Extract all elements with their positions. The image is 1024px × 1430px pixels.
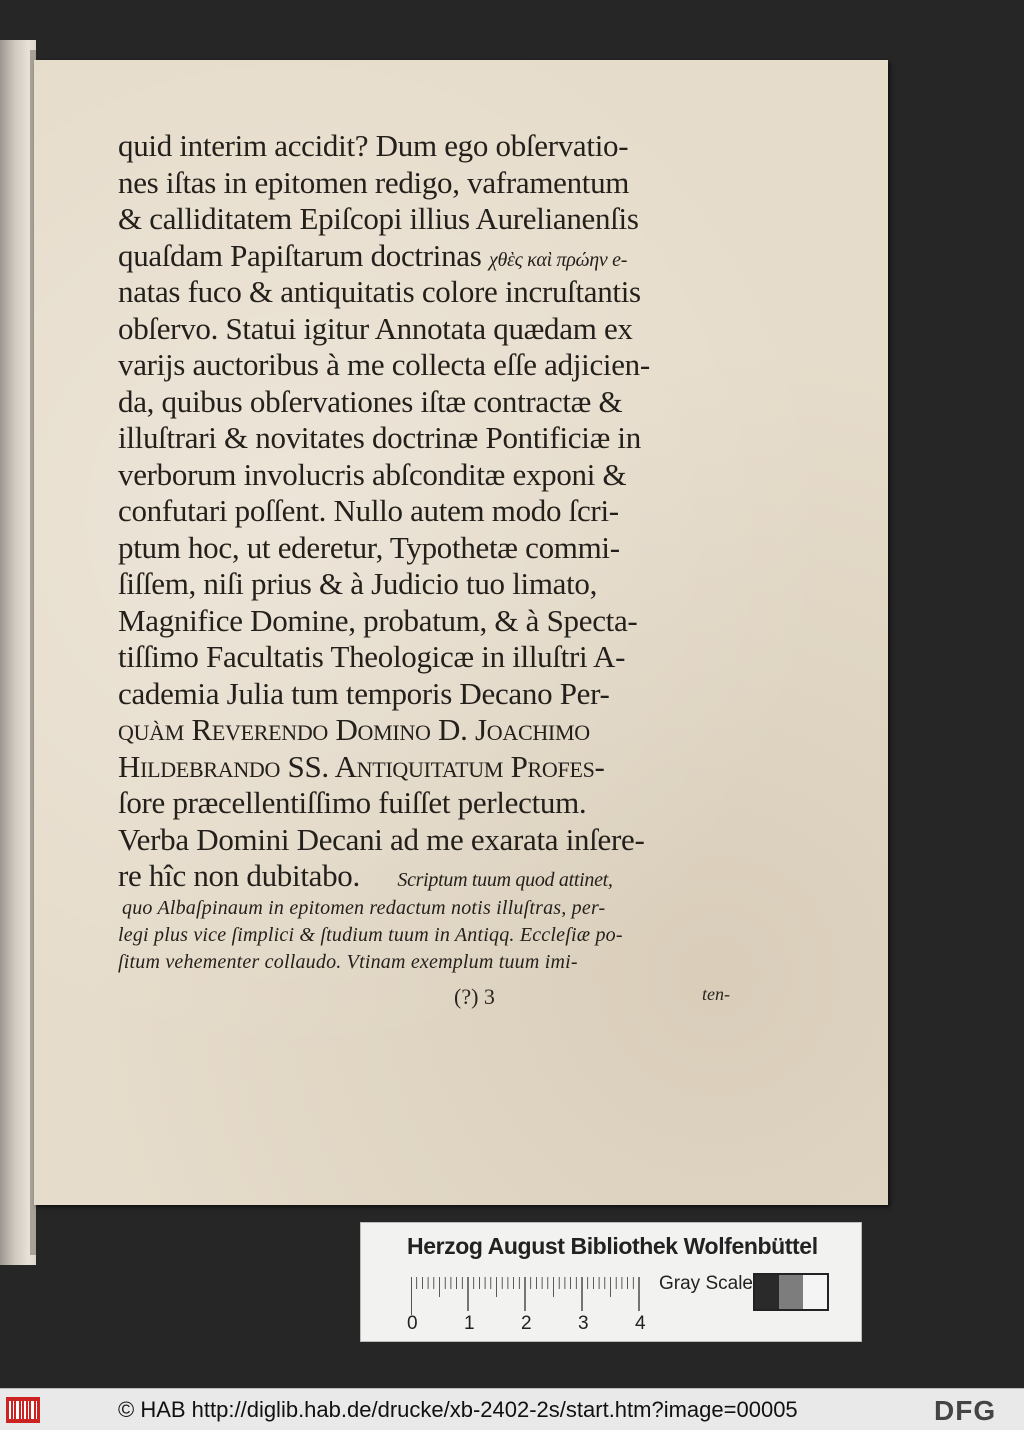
swatch-dark	[755, 1275, 779, 1309]
text-line-6: obſervo. Statui igitur Annotata quædam ex	[118, 310, 633, 346]
text-line-1: quid interim accidit? Dum ego obſervatio-	[118, 128, 629, 163]
text-line-14: Magnifice Domine, probatum, & à Specta-	[118, 602, 638, 638]
library-name: Herzog August Bibliothek Wolfenbüttel	[407, 1233, 818, 1259]
swatch-light	[803, 1275, 827, 1309]
text-line-9: illuſtrari & novitates doctrinæ Pontificiæ in	[118, 420, 641, 455]
text-line-5: natas fuco & antiquitatis colore incruſtantis	[118, 274, 641, 309]
signature-mark: (?) 3	[454, 984, 495, 1009]
barcode-icon	[6, 1397, 40, 1423]
text-line-16: cademia Julia tum temporis Decano Per-	[118, 675, 610, 711]
italic-quote-line-1: quo Albaſpinaum in epitomen redactum notis illuſtras, per-	[122, 896, 606, 919]
text-line-21-latin: re hîc non dubitabo.	[118, 858, 360, 893]
text-line-3: & calliditatem Epiſcopi illius Aurelianenſis	[118, 201, 639, 236]
ruler-number-2: 2	[521, 1313, 532, 1334]
ruler-number-1: 1	[464, 1313, 475, 1334]
text-line-8: da, quibus obſervationes iſtæ contractæ &	[118, 383, 623, 419]
italic-quote-line-2: legi plus vice ſimplici & ſtudium tuum in Antiqq. Eccleſiæ po-	[118, 923, 623, 946]
copyright-link[interactable]: © HAB http://diglib.hab.de/drucke/xb-2402-2s/start.htm?image=00005	[118, 1397, 798, 1422]
book-page	[34, 60, 888, 1205]
viewer-footer	[0, 1388, 1024, 1430]
swatch-mid	[779, 1275, 803, 1309]
catchword: ten-	[702, 984, 730, 1004]
gray-scale-swatches	[753, 1273, 829, 1311]
text-line-18: Hildebrando SS. Antiquitatum Profeſ-	[118, 748, 605, 784]
page-footer	[126, 984, 746, 1014]
text-line-21	[118, 858, 718, 895]
ruler-number-0: 0	[407, 1313, 418, 1334]
gray-scale-label: Gray Scale	[659, 1273, 753, 1294]
text-line-20: Verba Domini Decani ad me exarata inſere-	[118, 821, 645, 857]
italic-quote-line-3: ſitum vehementer collaudo. Vtinam exemplum tuum imi-	[118, 950, 578, 973]
ruler-number-3: 3	[578, 1313, 589, 1334]
text-line-12: ptum hoc, ut ederetur, Typothetæ commi-	[118, 529, 620, 565]
text-line-15: tiſſimo Facultatis Theologicæ in illuſtri A-	[118, 639, 626, 674]
greek-phrase: χθὲς καὶ πρώην e-	[488, 248, 628, 271]
text-line-7: varijs auctoribus à me collecta eſſe adjicien-	[118, 347, 650, 382]
ruler-numbers	[403, 1313, 663, 1337]
text-line-10: verborum involucris abſconditæ exponi &	[118, 456, 627, 492]
body-text	[118, 128, 718, 976]
text-line-2: nes iſtas in epitomen redigo, vaframentum	[118, 164, 630, 200]
italic-quote-start: Scriptum tuum quod attinet,	[397, 869, 613, 891]
text-line-4	[118, 238, 718, 275]
text-line-19: ſore præcellentiſſimo fuiſſet perlectum.	[118, 785, 587, 820]
text-line-13: ſiſſem, niſi prius & à Judicio tuo limato,	[118, 566, 598, 601]
library-color-card	[360, 1222, 862, 1342]
text-line-17: quàm Reverendo Domino D. Joachimo	[118, 712, 590, 747]
dfg-logo: DFG	[934, 1395, 997, 1426]
text-line-11: confutari poſſent. Nullo autem modo ſcri-	[118, 493, 619, 528]
cm-ruler	[411, 1277, 641, 1315]
text-line-4-latin: quaſdam Papiſtarum doctrinas	[118, 237, 482, 273]
ruler-number-4: 4	[635, 1313, 646, 1334]
